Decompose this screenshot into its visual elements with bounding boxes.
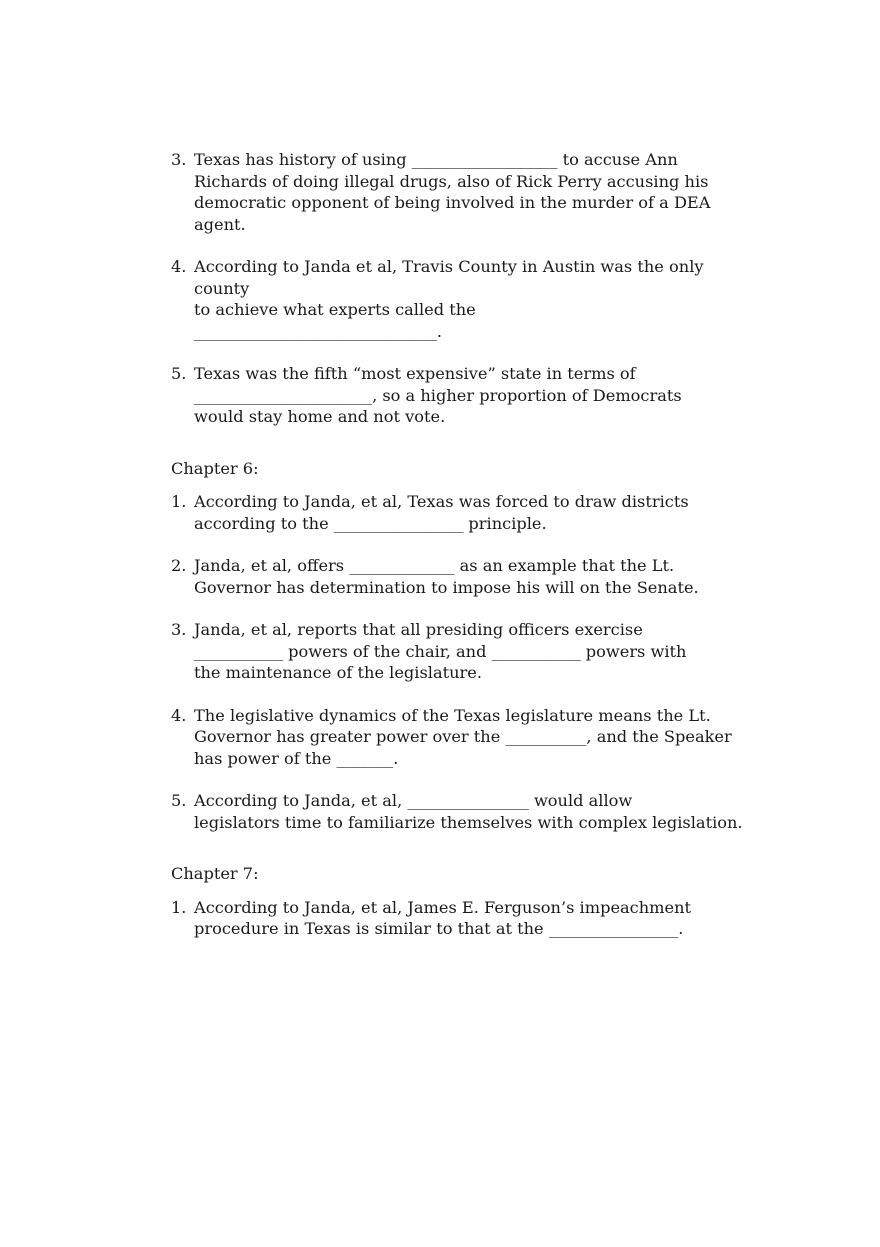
- question-number: 3.: [171, 620, 187, 639]
- question-number: 1.: [171, 897, 187, 917]
- question-text: Janda, et al, reports that all presiding officers exercise ___________ powers of the chair, and ___________ powers with the maintenance of the legislature.: [194, 620, 687, 682]
- question-text: Texas was the fifth “most expensive” state in terms of ______________________, so a higher proportion of Democrats would stay home and not vote.: [194, 364, 682, 426]
- question-number: 2.: [171, 556, 187, 575]
- question-text: Janda, et al, offers _____________ as an example that the Lt. Governor has determination to impose his will on the Senate.: [194, 556, 699, 597]
- question-text: Texas has history of using __________________ to accuse Ann Richards of doing illegal drugs, also of Rick Perry accusing his democratic opponent of being involved in the murder of a DEA agent.: [194, 150, 711, 234]
- question-text: According to Janda, et al, James E. Ferguson’s impeachment procedure in Texas is similar to that at the ________________.: [194, 897, 692, 938]
- question-number: 3.: [171, 150, 187, 169]
- question-item: [171, 256, 751, 342]
- question-item: [171, 619, 751, 684]
- question-text: According to Janda, et al, Texas was forced to draw districts according to the ________________ principle.: [194, 492, 689, 533]
- question-item: [171, 363, 751, 428]
- chapter-7-heading: Chapter 7:: [171, 864, 259, 883]
- question-item: [171, 491, 751, 534]
- question-item: [171, 705, 751, 770]
- chapter-6-question-list: [171, 491, 751, 833]
- question-number: 4.: [171, 257, 187, 276]
- question-number: 5.: [171, 791, 187, 810]
- question-item: [171, 790, 751, 833]
- question-item: [171, 149, 751, 235]
- question-text: The legislative dynamics of the Texas legislature means the Lt. Governor has greater power over the __________, and the Speaker has power of the _______.: [194, 705, 732, 768]
- chapter-7-question-list: [171, 897, 751, 940]
- question-list-continued: [171, 149, 751, 428]
- question-item: [171, 897, 751, 940]
- question-item: [171, 555, 751, 598]
- question-text: According to Janda et al, Travis County in Austin was the only county to achieve what experts called the ______________________________.: [194, 257, 704, 341]
- question-number: 5.: [171, 364, 187, 383]
- worksheet-content: [171, 149, 751, 961]
- chapter-6-heading: Chapter 6:: [171, 458, 259, 478]
- question-number: 1.: [171, 492, 187, 511]
- question-text: According to Janda, et al, _______________ would allow legislators time to familiarize themselves with complex legislation.: [194, 791, 743, 832]
- question-number: 4.: [171, 705, 187, 725]
